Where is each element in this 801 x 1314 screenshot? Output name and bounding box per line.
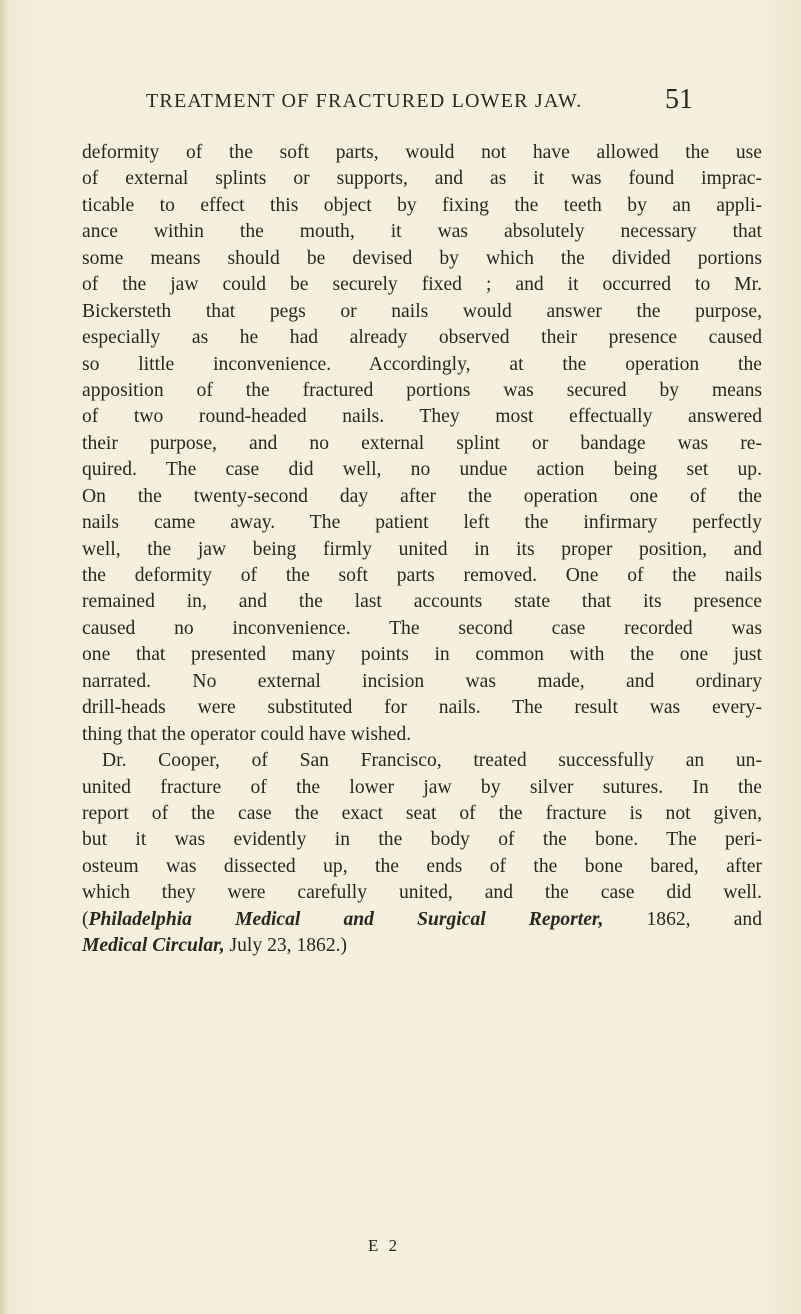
text-line: On the twenty-second day after the operation one of the <box>82 485 762 507</box>
text-line: osteum was dissected up, the ends of the bone bared, after <box>82 855 762 877</box>
text-line: deformity of the soft parts, would not have allowed the use <box>82 142 762 163</box>
citation-line <box>82 907 762 933</box>
text-line: which they were carefully united, and the case did well. <box>82 882 762 904</box>
page-binding-edge <box>0 0 8 1314</box>
citation-journal: Medical Circular, <box>82 935 225 957</box>
text-line: report of the case the exact seat of the fracture is not given, <box>82 802 762 824</box>
body-text <box>82 140 762 960</box>
text-line: Bickersteth that pegs or nails would answer the purpose, <box>82 300 762 322</box>
text-line: the deformity of the soft parts removed. One of the nails <box>82 565 762 586</box>
text-line: remained in, and the last accounts state that its presence <box>82 591 762 613</box>
text-line: ance within the mouth, it was absolutely necessary that <box>82 221 762 243</box>
citation-year: 1862, and <box>603 908 762 930</box>
text-line: united fracture of the lower jaw by silver sutures. In the <box>82 776 762 798</box>
page-header <box>0 84 801 122</box>
text-line: well, the jaw being firmly united in its proper position, and <box>82 538 762 560</box>
text-line: narrated. No external incision was made, and ordinary <box>82 670 762 692</box>
text-line: so little inconvenience. Accordingly, at the operation the <box>82 353 762 375</box>
page-number: 51 <box>665 84 693 115</box>
text-line: some means should be devised by which the divided portions <box>82 247 762 269</box>
text-line: nails came away. The patient left the infirmary perfectly <box>82 512 762 534</box>
text-line: but it was evidently in the body of the bone. The peri- <box>82 829 762 851</box>
text-line: especially as he had already observed their presence caused <box>82 327 762 349</box>
text-line: quired. The case did well, no undue action being set up. <box>82 459 762 481</box>
citation-date: July 23, 1862.) <box>224 935 348 957</box>
running-title: TREATMENT OF FRACTURED LOWER JAW. <box>146 90 583 112</box>
citation-line <box>82 933 762 959</box>
text-line: apposition of the fractured portions was secured by means <box>82 379 762 401</box>
text-line: of the jaw could be securely fixed ; and it occurred to Mr. <box>82 274 762 296</box>
text-line: Dr. Cooper, of San Francisco, treated successfully an un- <box>102 750 762 772</box>
text-line: of external splints or supports, and as it was found imprac- <box>82 168 762 190</box>
text-line: ticable to effect this object by fixing the teeth by an appli- <box>82 194 762 216</box>
text-line: thing that the operator could have wished. <box>82 723 412 745</box>
text-line: drill-heads were substituted for nails. The result was every- <box>82 697 762 719</box>
signature-mark: E 2 <box>368 1236 401 1255</box>
citation-open-paren: ( <box>82 908 89 930</box>
text-line: one that presented many points in common with the one just <box>82 644 762 666</box>
text-line: of two round-headed nails. They most effectually answered <box>82 406 762 428</box>
text-line: their purpose, and no external splint or bandage was re- <box>82 432 762 454</box>
text-line: caused no inconvenience. The second case recorded was <box>82 617 762 639</box>
citation-journal: Philadelphia Medical and Surgical Reporter, <box>88 908 604 930</box>
